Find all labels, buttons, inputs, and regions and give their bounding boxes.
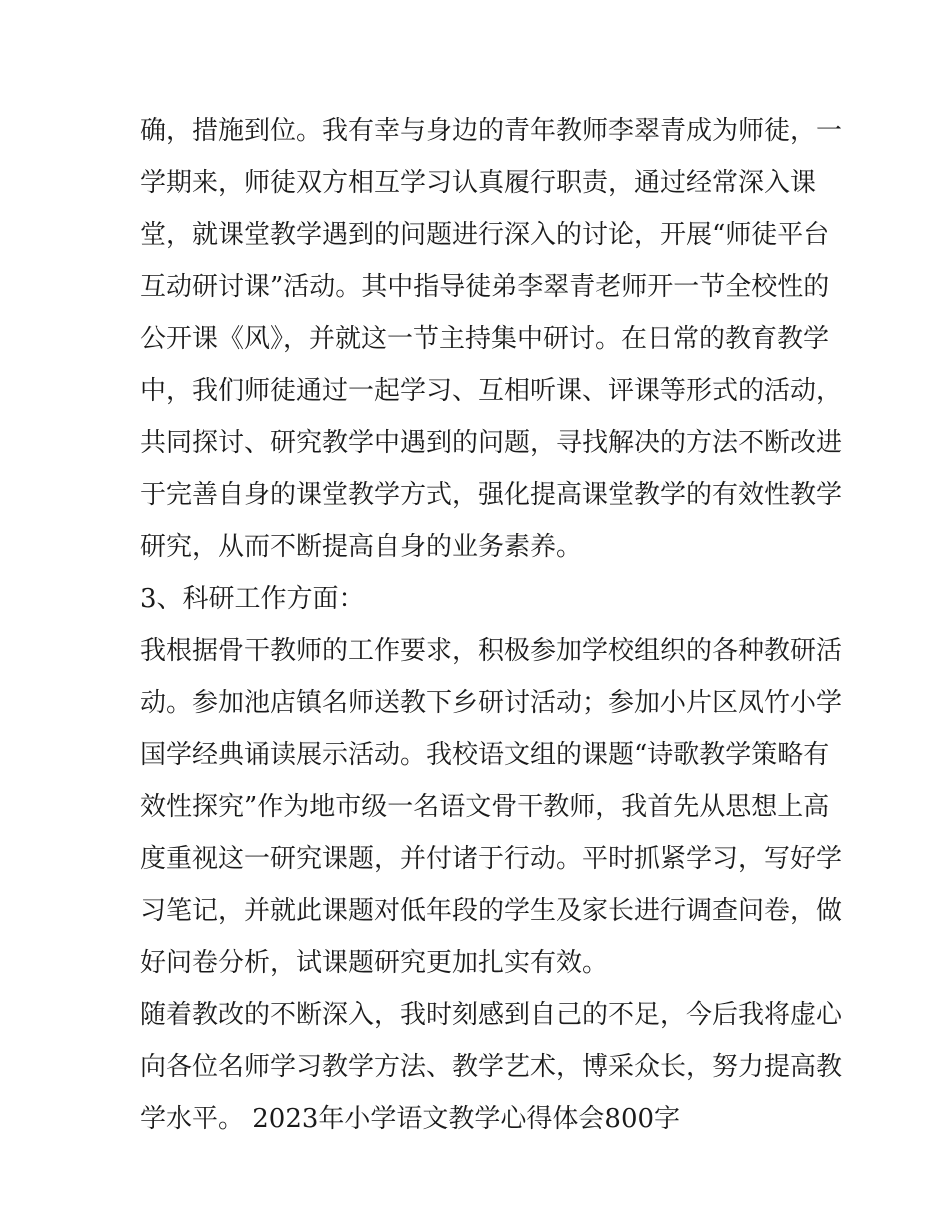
text-line: 好问卷分析，试课题研究更加扎实有效。 xyxy=(140,948,609,978)
text-line: 互动研讨课”活动。其中指导徒弟李翠青老师开一节全校性的 xyxy=(140,272,830,302)
text-line: 堂，就课堂教学遇到的问题进行深入的讨论，开展“师徒平台 xyxy=(140,220,830,250)
text-line: 随着教改的不断深入，我时刻感到自己的不足，今后我将虚心 xyxy=(140,1000,843,1030)
text-line: 学期来，师徒双方相互学习认真履行职责，通过经常深入课 xyxy=(140,168,817,198)
text-line: 学水平。 2023年小学语文教学心得体会800字 xyxy=(140,1104,681,1134)
text-line: 习笔记，并就此课题对低年段的学生及家长进行调查问卷，做 xyxy=(140,896,843,926)
text-line: 效性探究”作为地市级一名语文骨干教师，我首先从思想上高 xyxy=(140,792,830,822)
text-line: 度重视这一研究课题，并付诸于行动。平时抓紧学习，写好学 xyxy=(140,844,843,874)
text-line: 国学经典诵读展示活动。我校语文组的课题“诗歌教学策略有 xyxy=(140,740,830,770)
body-text xyxy=(140,105,843,1145)
section-heading: 3、科研工作方面： xyxy=(140,584,365,614)
text-line: 我根据骨干教师的工作要求，积极参加学校组织的各种教研活 xyxy=(140,636,843,666)
text-line: 公开课《风》，并就这一节主持集中研讨。在日常的教育教学 xyxy=(140,324,830,354)
text-line: 向各位名师学习教学方法、教学艺术，博采众长，努力提高教 xyxy=(140,1052,843,1082)
text-line: 研究，从而不断提高自身的业务素养。 xyxy=(140,532,583,562)
text-line: 中，我们师徒通过一起学习、互相听课、评课等形式的活动， xyxy=(140,376,843,406)
text-line: 动。参加池店镇名师送教下乡研讨活动；参加小片区凤竹小学 xyxy=(140,688,843,718)
text-line: 确，措施到位。我有幸与身边的青年教师李翠青成为师徒，一 xyxy=(140,116,843,146)
text-line: 于完善自身的课堂教学方式，强化提高课堂教学的有效性教学 xyxy=(140,480,843,510)
text-line: 共同探讨、研究教学中遇到的问题，寻找解决的方法不断改进 xyxy=(140,428,843,458)
